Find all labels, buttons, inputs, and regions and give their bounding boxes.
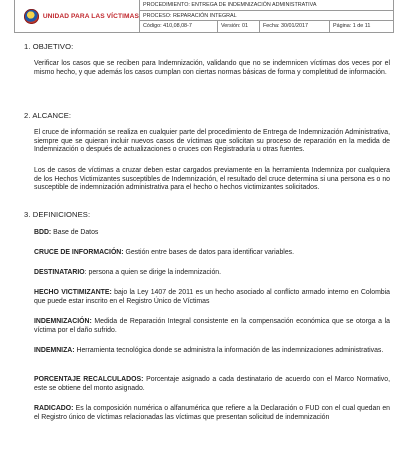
document-header xyxy=(14,0,394,33)
alcance-paragraph-2: Los de casos de víctimas a cruzar deben estar cargados previamente en la herramienta Indemniza por cualquiera de los Hechos Victimizantes susceptibles de Indemnización, el resultado del cruce determina si una persona es o no susceptible de indemnización administrativa para el hecho o hechos victimizantes solicitados. xyxy=(34,167,390,192)
objetivo-text: Verificar los casos que se reciben para Indemnización, validando que no se indemnicen víctimas dos veces por el mismo hecho, y que además los casos cumplan con ciertas normas básicas de forma y completitud de información. xyxy=(34,60,390,76)
definition-term: CRUCE DE INFORMACIÓN: xyxy=(34,249,124,256)
definition-term: PORCENTAJE RECALCULADOS: xyxy=(34,376,144,383)
definition-item xyxy=(34,229,390,238)
coat-of-arms-icon xyxy=(24,9,39,24)
definition-text: Medida de Reparación Integral consistente en la compensación económica que se otorga a la víctima por el daño sufrido. xyxy=(34,318,390,334)
definition-text: Gestión entre bases de datos para identificar variables. xyxy=(123,249,295,256)
definition-text: Base de Datos xyxy=(51,229,99,236)
definition-item xyxy=(34,347,390,356)
definition-term: BDD: xyxy=(34,229,52,236)
section-title-objetivo: 1. OBJETIVO: xyxy=(24,42,74,51)
definition-item xyxy=(34,289,390,306)
definition-text: Porcentaje asignado a cada destinatario de acuerdo con el Marco Normativo, este se obtiene del monto asignado. xyxy=(34,376,390,392)
logo-cell xyxy=(15,0,140,32)
definition-item xyxy=(34,405,390,422)
logo-text: UNIDAD PARA LAS VÍCTIMAS xyxy=(42,12,139,20)
definition-item xyxy=(34,376,390,393)
definition-item xyxy=(34,249,390,258)
section-title-definiciones: 3. DEFINICIONES: xyxy=(24,210,91,219)
definition-text: bajo la Ley 1407 de 2011 es un hecho asociado al conflicto armado interno en Colombia que puede estar inscrito en el Registro Único de Víctimas xyxy=(34,289,390,305)
definition-term: DESTINATARIO xyxy=(34,269,85,276)
document-meta xyxy=(140,21,393,32)
definition-item xyxy=(34,318,390,335)
definition-term: INDEMNIZACIÓN: xyxy=(34,318,92,325)
process-name: PROCESO: REPARACIÓN INTEGRAL xyxy=(140,11,393,22)
header-info xyxy=(140,0,393,32)
definition-text: Es la composición numérica o alfanumérica que refiere a la Declaración o FUD con el cual quedan en el Registro único de víctimas relacionadas las víctimas que presentan solicitud de indemnización xyxy=(34,405,390,421)
document-date: Fecha: 30/01/2017 xyxy=(260,21,330,32)
definition-item xyxy=(34,269,390,278)
document-version: Versión: 01 xyxy=(218,21,260,32)
definition-term: HECHO VICTIMIZANTE: xyxy=(34,289,112,296)
definition-term: RADICADO: xyxy=(34,405,74,412)
document-code: Código: 410,08,08-7 xyxy=(140,21,218,32)
section-title-alcance: 2. ALCANCE: xyxy=(24,111,72,120)
page-number: Página: 1 de 11 xyxy=(333,23,371,30)
definition-text: : persona a quien se dirige la indemnización. xyxy=(84,269,222,276)
definition-term: INDEMNIZA: xyxy=(34,347,75,354)
alcance-paragraph-1: El cruce de información se realiza en cualquier parte del procedimiento de Entrega de Indemnización Administrativa, siempre que se quieran incluir nuevos casos de víctimas que solicitan su proceso de reparación en la medida de Indemnización o después de actualizaciones o cruces con Registraduría u otras fuentes. xyxy=(34,129,390,154)
definition-text: Herramienta tecnológica donde se administra la información de las indemnizaciones administrativas. xyxy=(74,347,384,354)
procedure-name: PROCEDIMIENTO: ENTREGA DE INDEMNIZACIÓN ADMINISTRATIVA xyxy=(140,0,393,11)
